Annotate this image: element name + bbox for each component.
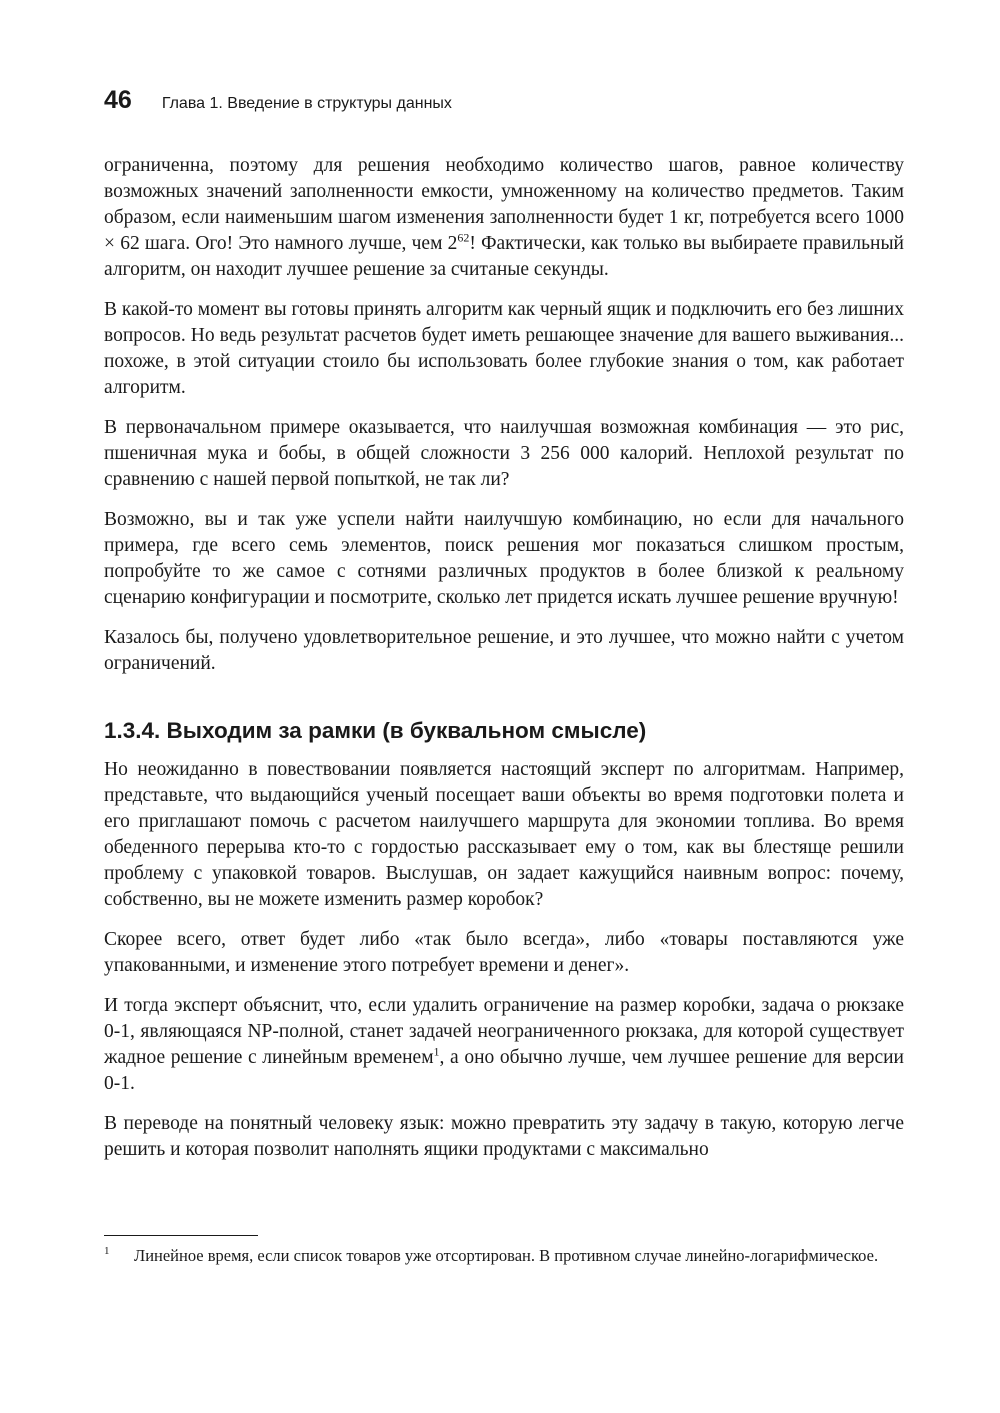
running-header [104,86,452,126]
paragraph-1 [104,153,904,283]
footnote-marker: 1 [104,1245,110,1257]
paragraph-8-text-b: , а оно обычно лучше, чем лучшее решение для версии 0-1. [104,1047,904,1094]
footnote [104,1244,904,1267]
paragraph-7: Скорее всего, ответ будет либо «так было всегда», либо «товары поставляются уже упакованными, и изменение этого потребует времени и денег». [104,929,904,976]
chapter-title: Глава 1. Введение в структуры данных [161,95,452,112]
paragraph-6: Но неожиданно в повествовании появляется настоящий эксперт по алгоритмам. Например, представьте, что выдающийся ученый посещает ваши объекты во время подготовки полета и его приглашают помочь с расчетом наилучшего маршрута для экономии топлива. Во время обеденного перерыва кто-то с гордостью рассказывает ему о том, как вы блестяще решили проблему с упаковкой товаров. Выслушав, он задает кажущийся наивным вопрос: почему, собственно, вы не можете изменить размер коробок? [104,759,904,910]
page-number: 46 [104,86,132,114]
paragraph-5: Казалось бы, получено удовлетворительное решение, и это лучшее, что можно найти с учетом ограничений. [104,627,904,674]
paragraph-1-text-a: ограниченна, поэтому для решения необходимо количество шагов, равное количеству возможных значений заполненности емкости, умноженному на количество предметов. Таким образом, если наименьшим шагом изменения заполненности будет 1 кг, потребуется всего 1000 × 62 шага. Ого! Это намного лучше, чем 2 [104,155,904,254]
section-heading: 1.3.4. Выходим за рамки (в буквальном смысле) [104,718,647,743]
superscript-62: 62 [457,230,470,245]
paragraph-3: В первоначальном примере оказывается, что наилучшая возможная комбинация — это рис, пшеничная мука и бобы, в общей сложности 3 256 000 калорий. Неплохой результат по сравнению с нашей первой попыткой, не так ли? [104,417,904,490]
paragraph-1-text-b: ! Фактически, как только вы выбираете правильный алгоритм, он находит лучшее решение за считаные секунды. [104,233,904,280]
paragraph-2: В какой-то момент вы готовы принять алгоритм как черный ящик и подключить его без лишних вопросов. Но ведь результат расчетов будет иметь решающее значение для вашего выживания... похоже, в этой ситуации стоило бы использовать более глубокие знания о том, как работает алгоритм. [104,299,904,398]
footnote-reference[interactable]: 1 [433,1044,440,1059]
footnote-text: Линейное время, если список товаров уже отсортирован. В противном случае линейно-логарифмическое. [134,1246,879,1265]
paragraph-4: Возможно, вы и так уже успели найти наилучшую комбинацию, но если для начального примера, где всего семь элементов, поиск решения мог показаться слишком простым, попробуйте то же самое с сотнями различных продуктов в более близкой к реальному сценарию конфигурации и посмотрите, сколько лет придется искать лучшее решение вручную! [104,509,904,608]
paragraph-9: В переводе на понятный человеку язык: можно превратить эту задачу в такую, которую легче решить и которая позволит наполнять ящики продуктами с максимально [104,1113,904,1160]
page-body [104,153,904,1177]
paragraph-8 [104,993,904,1097]
footnote-divider [104,1235,258,1236]
paragraph-8-text-a: И тогда эксперт объяснит, что, если удалить ограничение на размер коробки, задача о рюкзаке 0-1, являющаяся NP-полной, станет задачей неограниченного рюкзака, для которой существует жадное решение с линейным временем [104,995,904,1068]
